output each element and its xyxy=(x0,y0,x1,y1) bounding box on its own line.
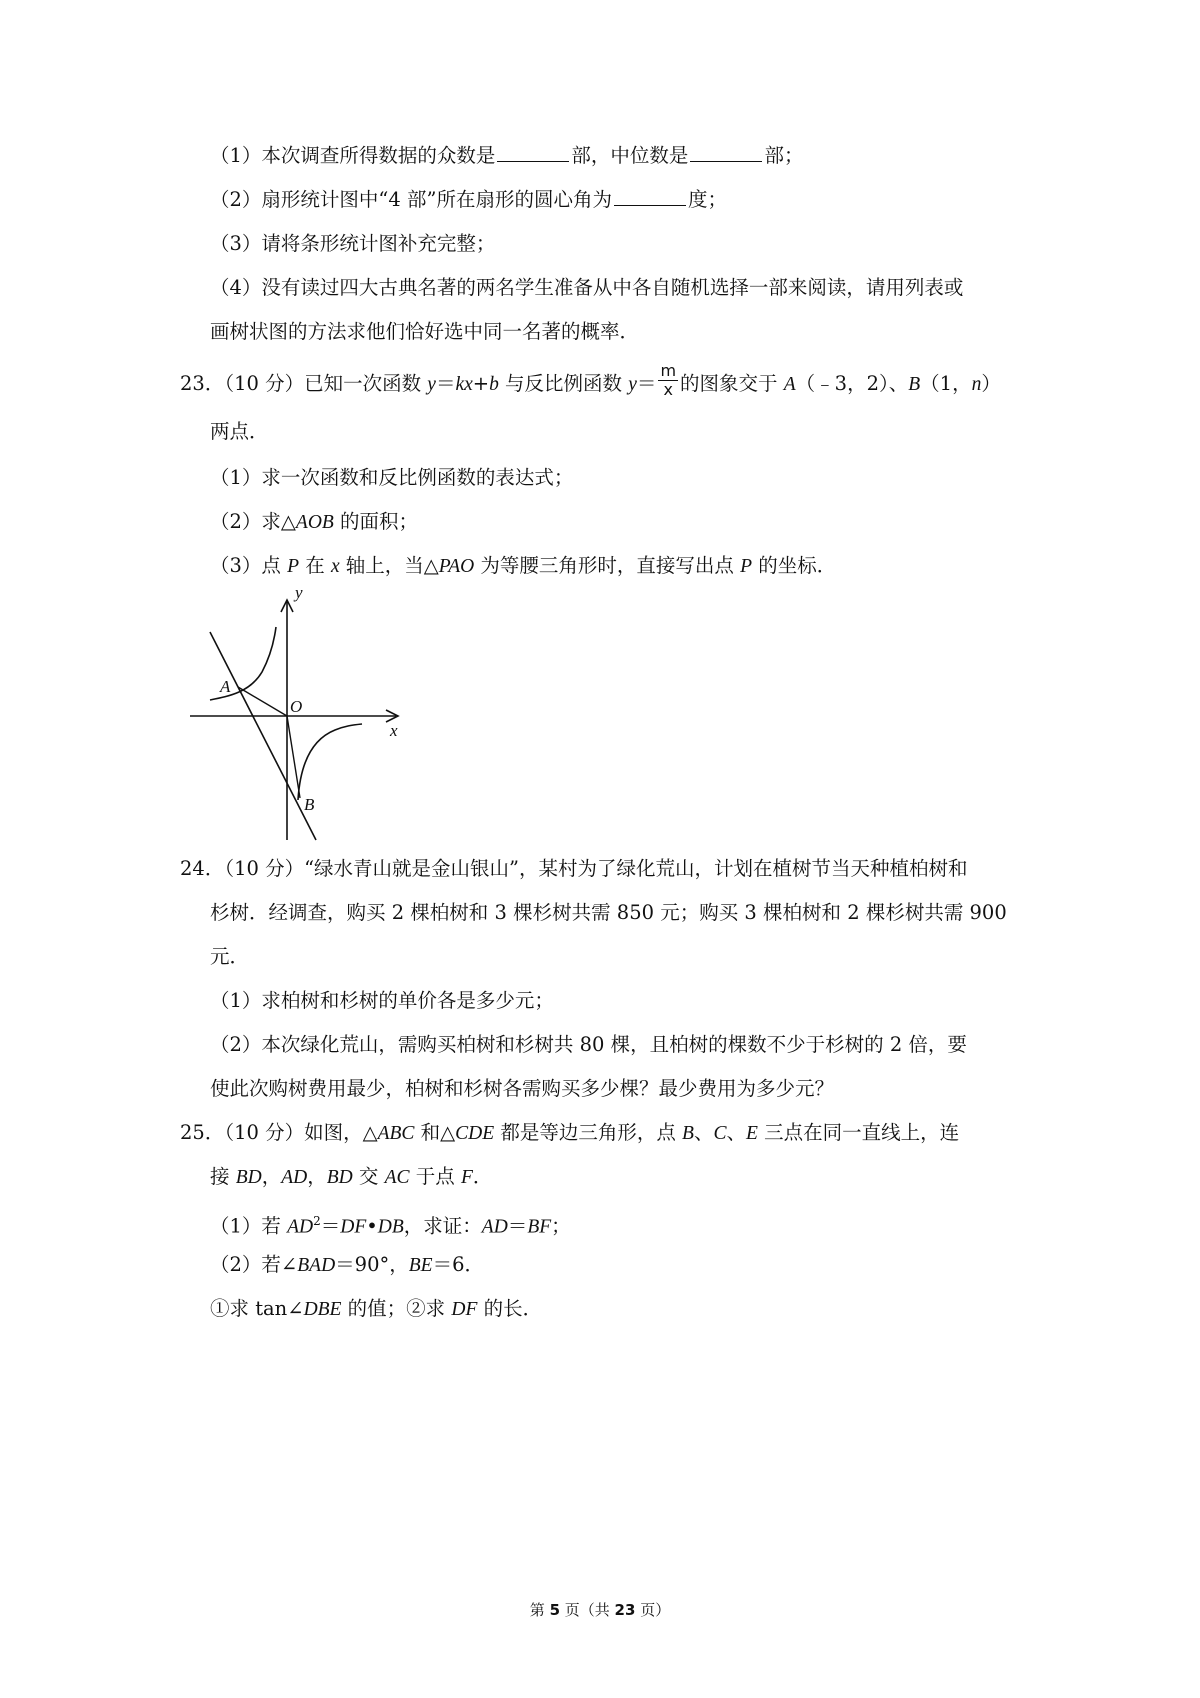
hyperbola-branch-right xyxy=(298,724,362,800)
q22-part2: （2）扇形统计图中“4 部”所在扇形的圆心角为 度； xyxy=(210,188,727,211)
label-B: B xyxy=(304,795,315,814)
q23-part3: （3）点 P 在 x 轴上，当△PAO 为等腰三角形时，直接写出点 P 的坐标． xyxy=(210,554,837,577)
answer-blank[interactable] xyxy=(614,187,686,206)
q22-part4-line2: 画树状图的方法求他们恰好选中同一名著的概率． xyxy=(210,320,640,343)
label-x: x xyxy=(390,721,398,740)
q24-part2-line2: 使此次购树费用最少，柏树和杉树各需购买多少棵？最少费用为多少元？ xyxy=(210,1077,835,1100)
label-origin: O xyxy=(290,697,303,716)
answer-blank[interactable] xyxy=(497,143,569,162)
q25-part2: （2）若∠BAD＝90°，BE＝6． xyxy=(210,1253,484,1276)
q23-stem: 23．（10 分）已知一次函数 y＝kx+b 与反比例函数 y＝ $\frac{m}{x}$ 的图象交于 A（﹣3，2）、B（1，n） xyxy=(180,361,1001,399)
q24-part1: （1）求柏树和杉树的单价各是多少元； xyxy=(210,989,554,1012)
label-y: y xyxy=(295,583,303,602)
q24-stem-line1: 24．（10 分）“绿水青山就是金山银山”，某村为了绿化荒山，计划在植树节当天种植柏树和 xyxy=(180,857,968,880)
q25-stem-line2: 接 BD，AD，BD 交 AC 于点 F． xyxy=(210,1165,493,1188)
total-pages: 23 xyxy=(614,1601,636,1619)
q24-stem-line3: 元． xyxy=(210,945,250,968)
q25-stem-line1: 25．（10 分）如图，△ABC 和△CDE 都是等边三角形，点 B、C、E 三点在同一直线上，连 xyxy=(180,1121,960,1144)
fraction-m-over-x: $\frac{m}{x}$ xyxy=(660,361,677,399)
q25-part1: （1）若 $AD^2=DF•DB$，求证：AD＝BF； xyxy=(210,1214,571,1238)
current-page: 5 xyxy=(549,1601,560,1619)
q23-stem-line2: 两点． xyxy=(210,420,269,443)
page-footer: 第 5 页（共 23 页） xyxy=(529,1601,671,1619)
q22-part1: （1）本次调查所得数据的众数是 部，中位数是 部； xyxy=(210,144,804,167)
q22-part4-line1: （4）没有读过四大古典名著的两名学生准备从中各自随机选择一部来阅读，请用列表或 xyxy=(210,276,964,299)
answer-blank[interactable] xyxy=(690,143,762,162)
q22-part3: （3）请将条形统计图补充完整； xyxy=(210,232,496,255)
label-A: A xyxy=(220,677,231,696)
q24-part2-line1: （2）本次绿化荒山，需购买柏树和杉树共 80 棵，且柏树的棵数不少于杉树的 2 倍，要 xyxy=(210,1033,967,1056)
q25-part3: ①求 tan∠DBE 的值；②求 DF 的长． xyxy=(210,1297,543,1320)
linear-function-line xyxy=(210,632,316,840)
q23-part1: （1）求一次函数和反比例函数的表达式； xyxy=(210,466,574,489)
function-graph xyxy=(200,583,420,847)
q24-stem-line2: 杉树．经调查，购买 2 棵柏树和 3 棵杉树共需 850 元；购买 3 棵柏树和 2 棵杉树共需 900 xyxy=(210,901,1007,924)
q23-part2: （2）求△AOB 的面积； xyxy=(210,510,419,533)
